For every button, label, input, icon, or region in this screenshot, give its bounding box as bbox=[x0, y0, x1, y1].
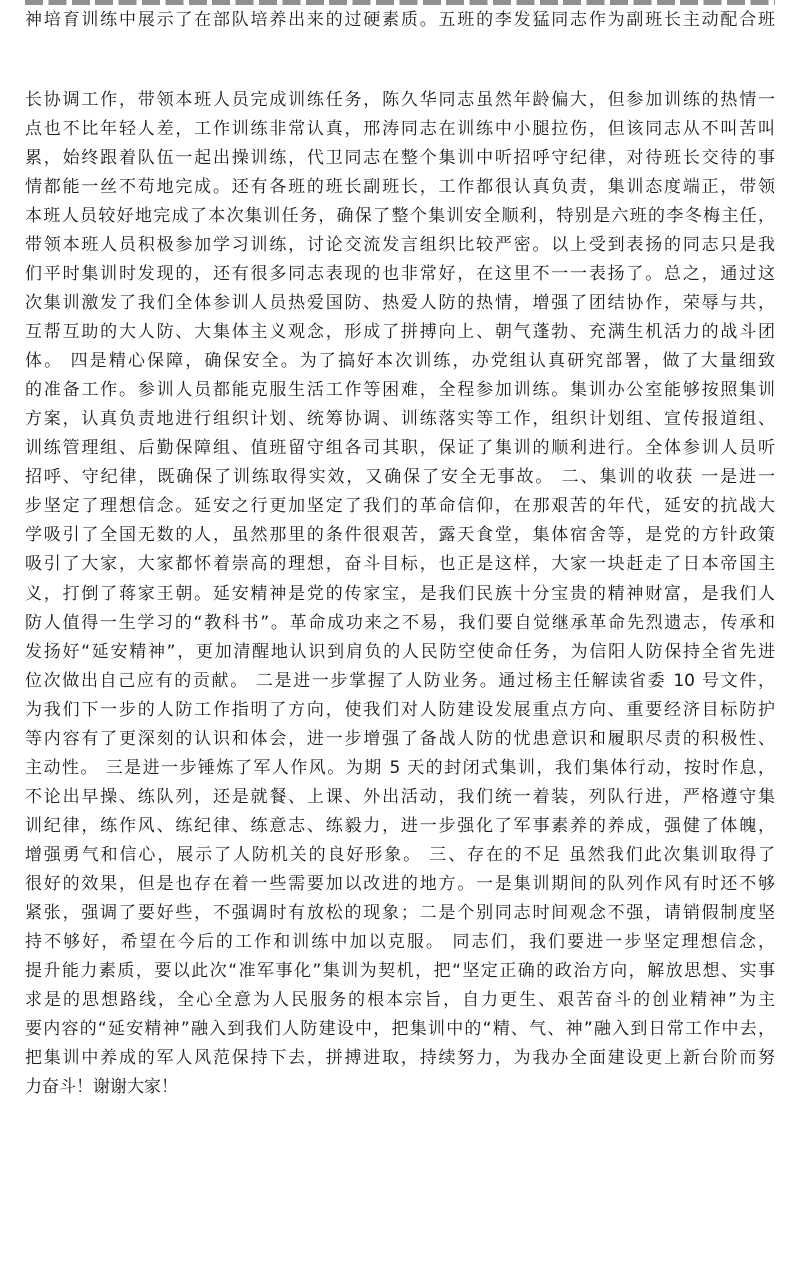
cut-off-glyphs bbox=[25, 0, 775, 5]
cut-off-text-line bbox=[25, 0, 775, 5]
text-line: 位次做出自己应有的贡献。 二是进一步掌握了人防业务。通过杨主任解读省委 10 号文件， bbox=[25, 670, 775, 691]
text-line: 带领本班人员积极参加学习训练，讨论交流发言组织比较严密。以上受到表扬的同志只是我 bbox=[25, 235, 775, 256]
text-line: 体。 四是精心保障，确保安全。为了搞好本次训练，办党组认真研究部署，做了大量细致 bbox=[25, 351, 775, 372]
text-line: 方案，认真负责地进行组织计划、统筹协调、训练落实等工作，组织计划组、宣传报道组、 bbox=[25, 409, 775, 430]
text-line: 要内容的“延安精神”融入到我们人防建设中，把集训中的“精、气、神”融入到日常工作中去， bbox=[25, 1018, 775, 1039]
text-line: 们平时集训时发现的，还有很多同志表现的也非常好，在这里不一一表扬了。总之，通过这 bbox=[25, 264, 775, 285]
text-line: 神培育训练中展示了在部队培养出来的过硬素质。五班的李发猛同志作为副班长主动配合班 bbox=[25, 10, 775, 30]
text-line: 把集训中养成的军人风范保持下去，拼搏进取，持续努力，为我办全面建设更上新台阶而努 bbox=[25, 1047, 775, 1068]
text-line: 义，打倒了蒋家王朝。延安精神是党的传家宝，是我们民族十分宝贵的精神财富，是我们人 bbox=[25, 583, 775, 604]
text-line: 发扬好“延安精神”，更加清醒地认识到肩负的人民防空使命任务，为信阳人防保持全省先进 bbox=[25, 641, 775, 662]
text-line: 不论出早操、练队列，还是就餐、上课、外出活动，我们统一着装，列队行进，严格遵守集 bbox=[25, 786, 775, 807]
text-line: 训纪律，练作风、练纪律、练意志、练毅力，进一步强化了军事素养的养成，强健了体魄， bbox=[25, 815, 775, 836]
text-line: 训练管理组、后勤保障组、值班留守组各司其职，保证了集训的顺利进行。全体参训人员听 bbox=[25, 438, 775, 459]
text-line: 互帮互助的大人防、大集体主义观念，形成了拼搏向上、朝气蓬勃、充满生机活力的战斗团 bbox=[25, 322, 775, 343]
text-line: 次集训激发了我们全体参训人员热爱国防、热爱人防的热情，增强了团结协作，荣辱与共， bbox=[25, 293, 775, 314]
text-line: 点也不比年轻人差，工作训练非常认真，邢涛同志在训练中小腿拉伤，但该同志从不叫苦叫 bbox=[25, 119, 775, 140]
text-line: 持不够好，希望在今后的工作和训练中加以克服。 同志们，我们要进一步坚定理想信念， bbox=[25, 931, 775, 952]
text-line: 求是的思想路线，全心全意为人民服务的根本宗旨，自力更生、艰苦奋斗的创业精神”为主 bbox=[25, 989, 775, 1010]
text-line: 情都能一丝不苟地完成。还有各班的班长副班长，工作都很认真负责，集训态度端正，带领 bbox=[25, 177, 775, 198]
text-line: 主动性。 三是进一步锤炼了军人作风。为期 5 天的封闭式集训，我们集体行动，按时作息， bbox=[25, 757, 775, 778]
text-line: 很好的效果，但是也存在着一些需要加以改进的地方。一是集训期间的队列作风有时还不够 bbox=[25, 873, 775, 894]
text-line: 紧张，强调了要好些，不强调时有放松的现象；二是个别同志时间观念不强，请销假制度坚 bbox=[25, 902, 775, 923]
text-line: 提升能力素质，要以此次“准军事化”集训为契机，把“坚定正确的政治方向，解放思想、实事 bbox=[25, 960, 775, 981]
text-line: 累，始终跟着队伍一起出操训练，代卫同志在整个集训中听招呼守纪律，对待班长交待的事 bbox=[25, 148, 775, 169]
text-line: 招呼、守纪律，既确保了训练取得实效，又确保了安全无事故。 二、集训的收获 一是进一 bbox=[25, 467, 775, 488]
text-line: 等内容有了更深刻的认识和体会，进一步增强了备战人防的忧患意识和履职尽责的积极性、 bbox=[25, 728, 775, 749]
text-line: 的准备工作。参训人员都能克服生活工作等困难，全程参加训练。集训办公室能够按照集训 bbox=[25, 380, 775, 401]
text-line: 长协调工作，带领本班人员完成训练任务，陈久华同志虽然年龄偏大，但参加训练的热情一 bbox=[25, 90, 775, 110]
text-line: 为我们下一步的人防工作指明了方向，使我们对人防建设发展重点方向、重要经济目标防护 bbox=[25, 699, 775, 720]
text-line: 力奋斗！谢谢大家！ bbox=[25, 1077, 178, 1098]
text-line: 吸引了大家，大家都怀着崇高的理想，奋斗目标，也正是这样，大家一块赶走了日本帝国主 bbox=[25, 554, 775, 575]
text-line: 本班人员较好地完成了本次集训任务，确保了整个集训安全顺利，特别是六班的李冬梅主任， bbox=[25, 206, 775, 227]
text-line: 增强勇气和信心，展示了人防机关的良好形象。 三、存在的不足 虽然我们此次集训取得了 bbox=[25, 844, 775, 865]
text-line: 学吸引了全国无数的人，虽然那里的条件很艰苦，露天食堂，集体宿舍等，是党的方针政策 bbox=[25, 525, 775, 546]
text-line: 防人值得一生学习的“教科书”。革命成功来之不易，我们要自觉继承革命先烈遗志，传承和 bbox=[25, 612, 775, 633]
text-line: 步坚定了理想信念。延安之行更加坚定了我们的革命信仰，在那艰苦的年代，延安的抗战大 bbox=[25, 496, 775, 517]
